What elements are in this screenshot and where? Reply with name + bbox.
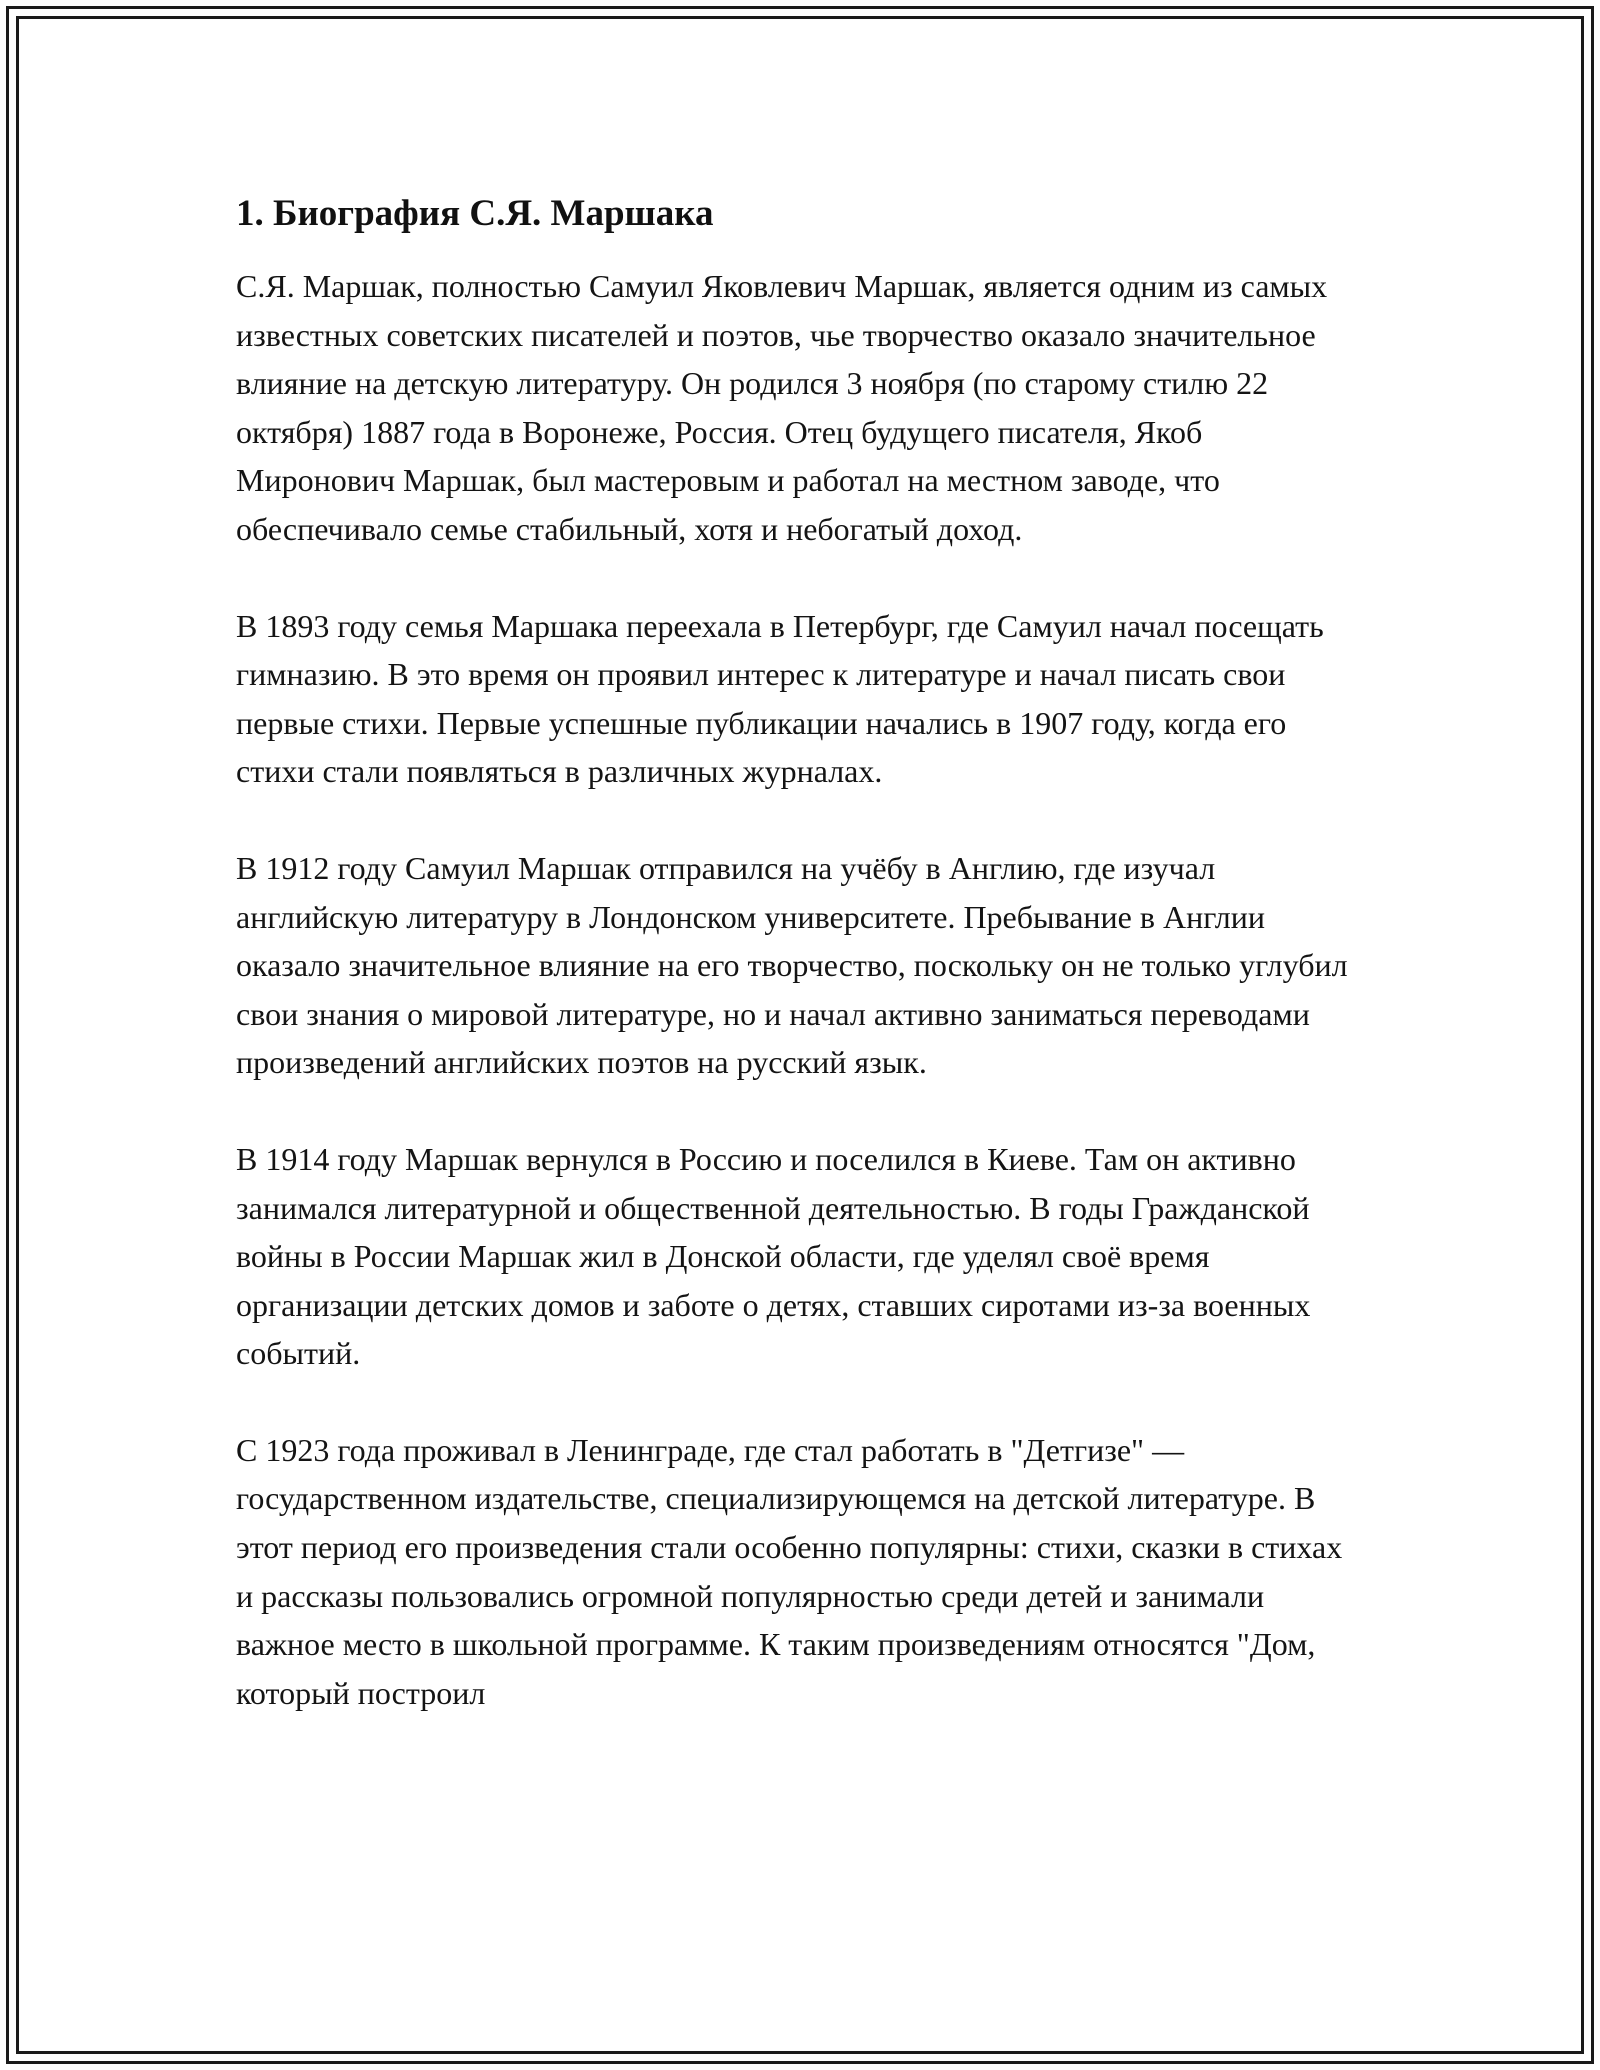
document-body [236,186,1366,1765]
section-heading: 1. Биография С.Я. Маршака [236,193,714,234]
paragraph-intro: С.Я. Маршак, полностью Самуил Яковлевич Маршак, является одним из самых известных советских писателей и поэтов, чье творчество оказало значительное влияние на детскую литературу. Он родился 3 ноября (по старому стилю 22 октября) 1887 года в Воронеже, Россия. Отец будущего писателя, Якоб Миронович Маршак, был мастеровым и работал на местном заводе, что обеспечивало семье стабильный, хотя и небогатый доход. [236,268,1328,547]
paragraph-kiev: В 1914 году Маршак вернулся в Россию и поселился в Киеве. Там он активно занимался литературной и общественной деятельностью. В годы Гражданской войны в России Маршак жил в Донской области, где уделял своё время организации детских домов и заботе о детях, ставших сиротами из-за военных событий. [236,1140,1311,1372]
paragraph-petersburg: В 1893 году семья Маршака переехала в Петербург, где Самуил начал посещать гимназию. В это время он проявил интерес к литературе и начал писать свои первые стихи. Первые успешные публикации начались в 1907 году, когда его стихи стали появляться в различных журналах. [236,607,1324,790]
paragraph-england: В 1912 году Самуил Маршак отправился на учёбу в Англию, где изучал английскую литературу в Лондонском университете. Пребывание в Англии оказало значительное влияние на его творчество, поскольку он не только углубил свои знания о мировой литературе, но и начал активно заниматься переводами произведений английских поэтов на русский язык. [236,849,1348,1081]
paragraph-leningrad: С 1923 года проживал в Ленинграде, где стал работать в "Детгизе" — государственном издательстве, специализирующемся на детской литературе. В этот период его произведения стали особенно популярны: стихи, сказки в стихах и рассказы пользовались огромной популярностью среди детей и занимали важное место в школьной программе. К таким произведениям относятся "Дом, который построил [236,1431,1343,1711]
